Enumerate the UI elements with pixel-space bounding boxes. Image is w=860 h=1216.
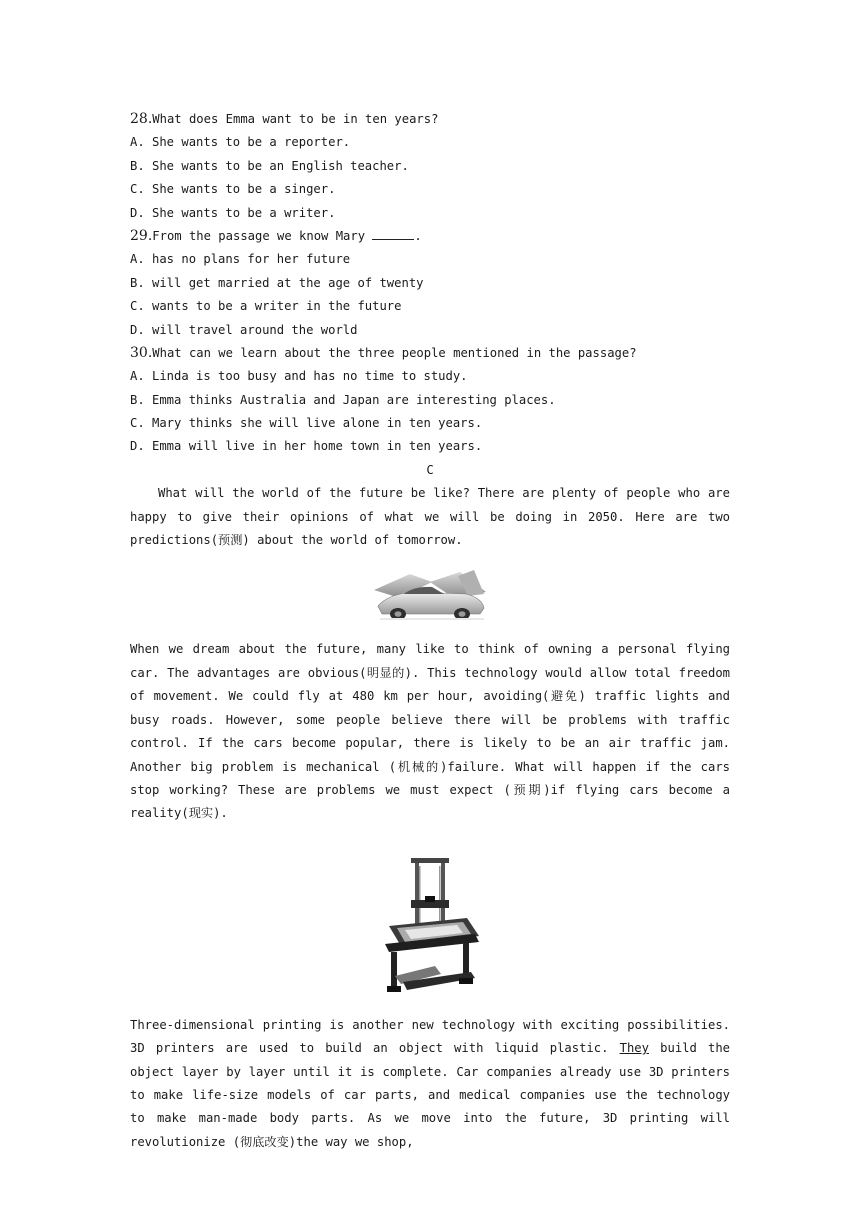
option-b: B. Emma thinks Australia and Japan are interesting places. bbox=[130, 392, 556, 407]
question-number: 28. bbox=[130, 111, 153, 127]
answer-blank bbox=[372, 227, 414, 240]
question-stem: From the passage we know Mary bbox=[152, 228, 366, 243]
option-d: D. Emma will live in her home town in ten years. bbox=[130, 439, 483, 454]
section-label: C bbox=[426, 462, 434, 477]
underlined-word: They bbox=[619, 1041, 649, 1056]
3d-printing-text-b: build the object layer by layer until it is complete. Car companies already use 3D printers to make life-size models of car parts, and medical companies use the technology to make man-made body parts. As we move into the future, 3D printing will revolutionize (彻底改变)the way we shop, bbox=[130, 1041, 731, 1149]
option-d: D. She wants to be a writer. bbox=[130, 205, 336, 220]
3d-printing-paragraph bbox=[130, 1014, 730, 1154]
question-28 bbox=[130, 108, 730, 131]
question-number: 30. bbox=[130, 344, 153, 361]
option-b: B. She wants to be an English teacher. bbox=[130, 158, 409, 173]
option-c: C. Mary thinks she will live alone in ten years. bbox=[130, 416, 483, 431]
question-29 bbox=[130, 225, 730, 248]
3d-printing-text-a: Three-dimensional printing is another new technology with exciting possibilities. 3D printers are used to build an object with liquid plastic. bbox=[130, 1017, 730, 1056]
document-page bbox=[130, 108, 730, 1154]
flying-car-image bbox=[130, 568, 730, 622]
intro-paragraph bbox=[130, 482, 730, 552]
question-30 bbox=[130, 342, 730, 365]
3d-printer-image bbox=[130, 856, 730, 996]
flying-car-icon bbox=[370, 568, 490, 622]
question-stem-end: . bbox=[414, 228, 422, 243]
flying-car-paragraph: When we dream about the future, many like to think of owning a personal flying car. The advantages are obvious(明显的). This technology would allow total freedom of movement. We could fly at 480 km per hour, avoiding(避免) traffic lights and busy roads. However, some people believe there will be problems with traffic control. If the cars become popular, there is likely to be an air traffic jam. Another big problem is mechanical (机械的)failure. What will happen if the cars stop working? These are problems we must expect (预期)if flying cars become a reality(现实). bbox=[130, 642, 730, 821]
option-b: B. will get married at the age of twenty bbox=[130, 275, 424, 290]
option-a: A. She wants to be a reporter. bbox=[130, 135, 351, 150]
intro-text: What will the world of the future be like? There are plenty of people who are happy to give their opinions of what we will be doing in 2050. Here are two predictions(预测) about the world of tomorrow. bbox=[130, 486, 730, 548]
option-a: A. Linda is too busy and has no time to study. bbox=[130, 369, 468, 384]
question-number: 29. bbox=[130, 227, 153, 244]
question-stem: What does Emma want to be in ten years? bbox=[152, 112, 439, 126]
option-c: C. wants to be a writer in the future bbox=[130, 299, 402, 314]
3d-printer-icon bbox=[375, 856, 485, 996]
question-stem: What can we learn about the three people mentioned in the passage? bbox=[152, 345, 637, 360]
option-c: C. She wants to be a singer. bbox=[130, 182, 336, 197]
option-d: D. will travel around the world bbox=[130, 322, 358, 337]
option-a: A. has no plans for her future bbox=[130, 252, 351, 267]
